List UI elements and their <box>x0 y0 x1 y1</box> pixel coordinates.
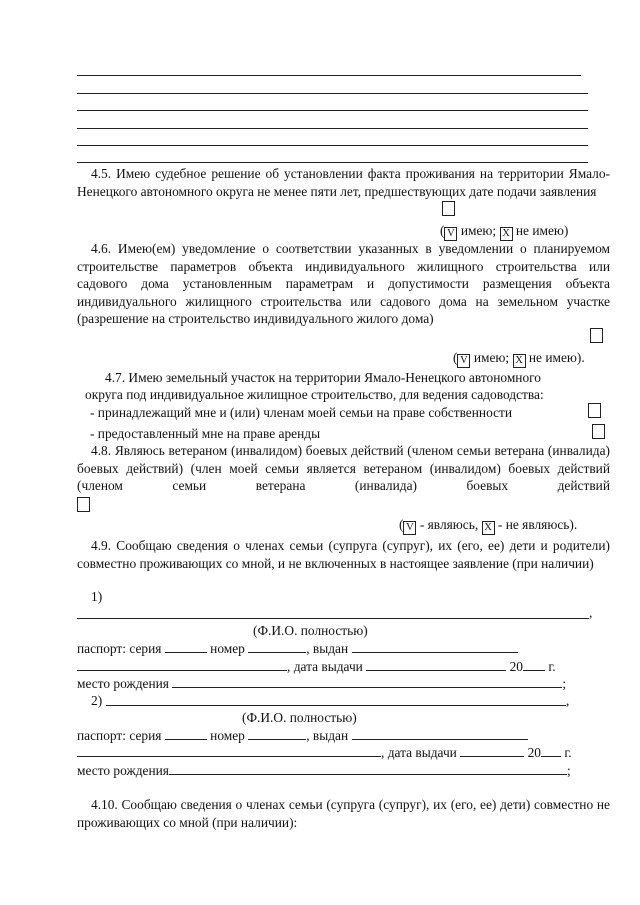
semicolon: ; <box>562 676 567 691</box>
issued-by-label: , выдан <box>306 728 349 743</box>
issue-date-label: , дата выдачи <box>287 659 363 674</box>
legend-4-8 <box>399 516 577 535</box>
birthplace-label: место рождения <box>77 676 169 691</box>
checkbox-4-8[interactable] <box>77 497 90 512</box>
issued-by-field-cont[interactable] <box>77 744 381 757</box>
x-mark-box: X <box>500 227 513 241</box>
year-label: 20 <box>509 659 523 674</box>
issue-date-field[interactable] <box>460 744 524 757</box>
paragraph-4-10: 4.10. Сообщаю сведения о членах семьи (супруга (супруг), их (его, ее) дети) совместно не проживающих со мной (при наличии): <box>77 797 610 830</box>
birthplace-field[interactable] <box>169 762 567 775</box>
birthplace-field[interactable] <box>172 675 562 688</box>
legend-x-text: не имею). <box>528 350 585 365</box>
member-2-birthplace-row <box>77 762 571 779</box>
member-1-issue-row <box>77 658 556 675</box>
member-1-number: 1) <box>91 589 103 604</box>
member-2-caption: (Ф.И.О. полностью) <box>242 710 357 725</box>
year-label: 20 <box>527 745 541 760</box>
legend-v-text: - являюсь, <box>419 517 479 532</box>
passport-number-field[interactable] <box>248 640 306 653</box>
passport-number-field[interactable] <box>248 727 306 740</box>
year-field[interactable] <box>541 744 561 757</box>
checkbox-lease[interactable] <box>592 424 605 439</box>
year-suffix: г. <box>548 659 556 674</box>
paragraph-4-8: 4.8. Являюсь ветераном (инвалидом) боевых действий (членом семьи ветерана (инвалида) боевых действий) (член моей семьи является ветераном (инвалидом) боевых действий (членом семьи ветерана (инвалида) боевых действий <box>77 443 610 494</box>
legend-v-text: имею; <box>460 223 497 238</box>
legend-open: ( <box>440 223 445 238</box>
passport-series-field[interactable] <box>165 727 207 740</box>
legend-4-5 <box>440 222 568 241</box>
issued-by-label: , выдан <box>306 641 349 656</box>
passport-number-label: номер <box>210 641 245 656</box>
member-1-birthplace-row <box>77 675 566 692</box>
v-mark-box: V <box>403 521 416 535</box>
blank-line-4 <box>77 128 588 129</box>
item-lease: - предоставленный мне на праве аренды <box>90 426 321 441</box>
birthplace-label: место рождения <box>77 763 169 778</box>
member-2-comma: , <box>566 693 570 708</box>
member-1-comma: , <box>589 605 593 620</box>
checkbox-4-5[interactable] <box>442 201 455 216</box>
issued-by-field-cont[interactable] <box>77 658 287 671</box>
legend-x-text: не имею) <box>515 223 569 238</box>
x-mark-box: X <box>513 354 526 368</box>
member-1-name-line[interactable] <box>77 618 589 619</box>
paragraph-4-5: 4.5. Имею судебное решение об установлении факта проживания на территории Ямало-Ненецкого автономного округа не менее пяти лет, предшествующих дате подачи заявления <box>77 166 610 199</box>
issued-by-field[interactable] <box>352 727 528 740</box>
passport-series-label: паспорт: серия <box>77 641 162 656</box>
blank-line-6 <box>77 162 588 163</box>
issue-date-label: , дата выдачи <box>381 745 457 760</box>
v-mark-box: V <box>444 227 457 241</box>
item-own-property: - принадлежащий мне и (или) членам моей семьи на праве собственности <box>90 405 513 420</box>
member-2-passport-row <box>77 727 528 744</box>
legend-x-text: - не являюсь). <box>497 517 578 532</box>
x-mark-box: X <box>482 521 495 535</box>
legend-v-text: имею; <box>473 350 510 365</box>
blank-line-5 <box>77 145 588 146</box>
checkbox-4-6[interactable] <box>590 328 603 343</box>
member-2-issue-row <box>77 744 572 761</box>
member-2-number: 2) <box>91 693 103 708</box>
passport-number-label: номер <box>210 728 245 743</box>
year-field[interactable] <box>523 658 545 671</box>
paragraph-4-7-line1: 4.7. Имею земельный участок на территории Ямало-Ненецкого автономного <box>105 370 542 385</box>
member-1-caption: (Ф.И.О. полностью) <box>253 623 368 638</box>
blank-line-3 <box>77 110 588 111</box>
issue-date-field[interactable] <box>366 658 506 671</box>
blank-line-1 <box>77 75 581 76</box>
legend-open: ( <box>399 517 404 532</box>
paragraph-4-7-line2: округа под индивидуальное жилищное строительство, для ведения садоводства: <box>85 387 544 402</box>
issued-by-field[interactable] <box>352 640 518 653</box>
v-mark-box: V <box>457 354 470 368</box>
semicolon: ; <box>566 763 571 778</box>
paragraph-4-9: 4.9. Сообщаю сведения о членах семьи (супруга (супруг), их (его, ее) дети и родители) совместно проживающих со мной, и не включенных в настоящее заявление (при наличии) <box>77 538 610 571</box>
member-1-passport-row <box>77 640 518 657</box>
member-2-name-line[interactable] <box>106 705 566 706</box>
checkbox-own-property[interactable] <box>588 403 601 418</box>
paragraph-4-6: 4.6. Имею(ем) уведомление о соответствии указанных в уведомлении о планируемом строительстве параметров объекта индивидуального жилищного строительства или садового дома установленным параметрам и допустимости размещения объекта индивидуального жилищного строительства или садового дома на земельном участке (разрешение на строительство индивидуального жилого дома) <box>77 241 610 327</box>
passport-series-label: паспорт: серия <box>77 728 162 743</box>
year-suffix: г. <box>564 745 572 760</box>
legend-4-6 <box>453 349 585 368</box>
passport-series-field[interactable] <box>165 640 207 653</box>
legend-open: ( <box>453 350 458 365</box>
blank-line-2 <box>77 93 588 94</box>
